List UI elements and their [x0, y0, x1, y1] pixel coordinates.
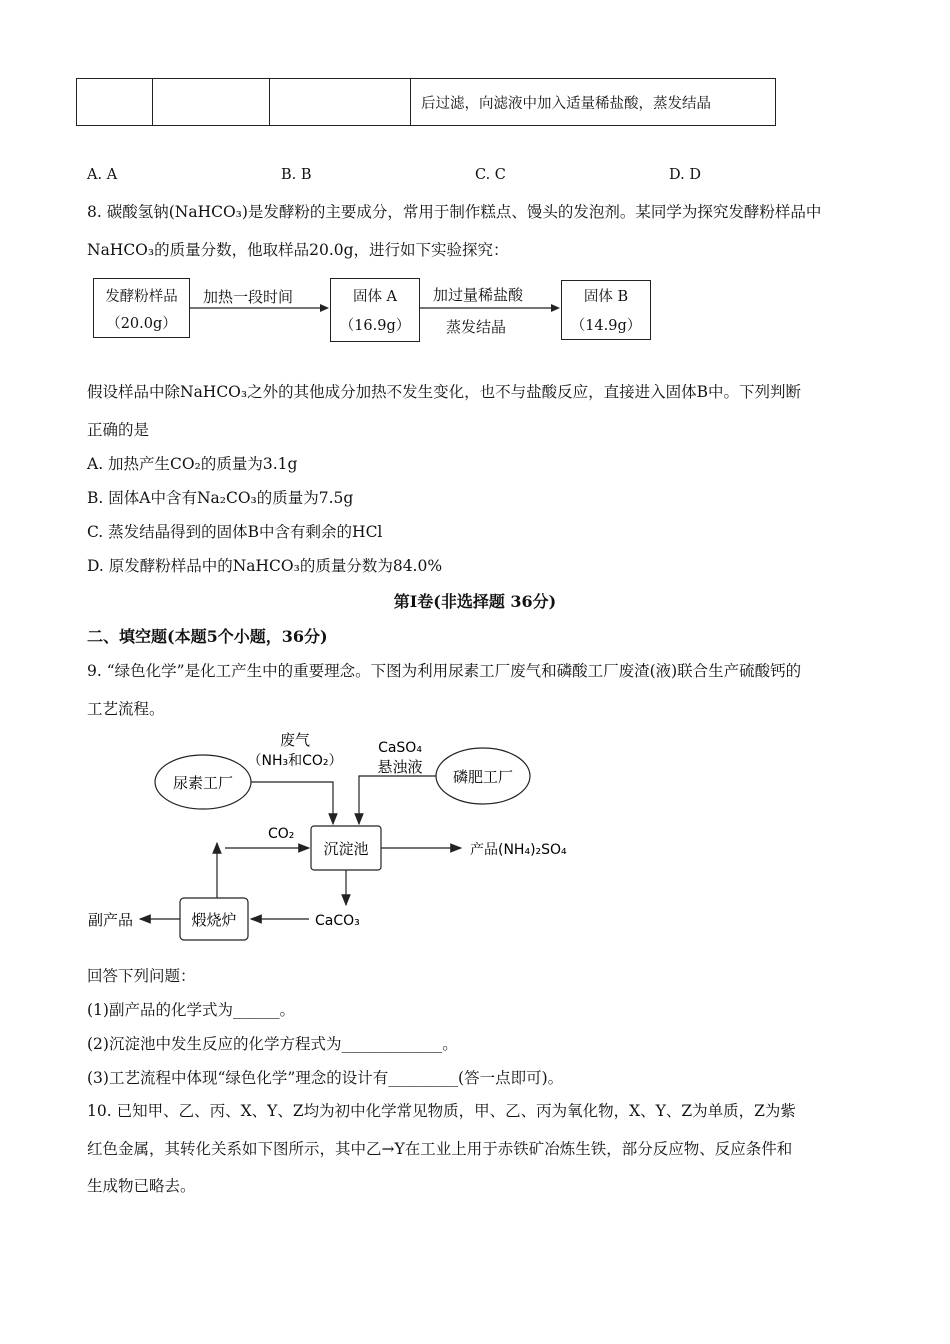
q10-stem-line2: 红色金属，其转化关系如下图所示，其中乙→Y在工业上用于赤铁矿冶炼生铁，部分反应物、反应条件和: [87, 1140, 793, 1158]
phosphate-plant-label: 磷肥工厂: [452, 768, 514, 786]
flow-arrow1: [190, 300, 330, 316]
answer-table: [76, 78, 776, 126]
flow-arrow2: [420, 300, 562, 316]
table-cell: 后过滤，向滤液中加入适量稀盐酸，蒸发结晶: [411, 79, 776, 126]
caco3-label: CaCO₃: [315, 913, 360, 929]
flow-box-solid-b-name: 固体 B: [583, 289, 629, 305]
q8-stem-line1: 8. 碳酸氢钠(NaHCO₃)是发酵粉的主要成分，常用于制作糕点、馒头的发泡剂。某同学为探究发酵粉样品中: [87, 203, 822, 221]
caso4-label: CaSO₄: [378, 740, 422, 756]
q10-stem-line3: 生成物已略去。: [87, 1177, 196, 1195]
q8-option-b[interactable]: B. 固体A中含有Na₂CO₃的质量为7.5g: [87, 489, 354, 507]
flow-box-sample-mass: （20.0g）: [106, 316, 177, 332]
table-cell: [77, 79, 153, 126]
q7-option-a[interactable]: A. A: [87, 167, 118, 183]
section-title: 第Ⅰ卷(非选择题 36分): [393, 592, 557, 611]
flow-box-solid-a-mass: （16.9g）: [339, 318, 411, 334]
furnace-label: 煅烧炉: [191, 911, 237, 929]
urea-plant-label: 尿素工厂: [172, 774, 234, 792]
q8-condition-line1: 假设样品中除NaHCO₃之外的其他成分加热不发生变化，也不与盐酸反应，直接进入固体B中。下列判断: [87, 383, 801, 401]
q9-stem-line2: 工艺流程。: [87, 700, 165, 718]
q7-option-b[interactable]: B. B: [281, 167, 312, 183]
q7-option-d[interactable]: D. D: [669, 167, 701, 183]
flow-arrow1-label: 加热一段时间: [203, 288, 294, 306]
flow-box-solid-b: [561, 280, 651, 340]
q8-option-d[interactable]: D. 原发酵粉样品中的NaHCO₃的质量分数为84.0%: [87, 557, 443, 575]
flow-box-solid-a-name: 固体 A: [352, 289, 398, 305]
arrow-urea-to-tank: [251, 782, 333, 824]
flow-arrow2-top-label: 加过量稀盐酸: [433, 286, 524, 304]
q10-stem-line1: 10. 已知甲、乙、丙、X、Y、Z均为初中化学常见物质，甲、乙、丙为氧化物，X、Y、Z为单质，Z为紫: [87, 1102, 796, 1120]
part2-title: 二、填空题(本题5个小题，36分): [87, 627, 328, 646]
q8-option-c[interactable]: C. 蒸发结晶得到的固体B中含有剩余的HCl: [87, 523, 383, 541]
flow-arrow2-bottom-label: 蒸发结晶: [446, 318, 507, 336]
table-row: [77, 79, 776, 126]
q9-process-diagram: [85, 725, 585, 950]
q8-condition-line2: 正确的是: [87, 421, 150, 439]
waste-gas-label: 废气: [279, 731, 311, 749]
q9-sub2: (2)沉淀池中发生反应的化学方程式为_____________。: [87, 1035, 458, 1053]
flow-box-solid-b-mass: （14.9g）: [570, 318, 642, 334]
tank-label: 沉淀池: [323, 840, 369, 858]
q8-option-a[interactable]: A. 加热产生CO₂的质量为3.1g: [87, 455, 298, 473]
byproduct-label: 副产品: [88, 911, 134, 929]
flow-box-sample: [93, 278, 190, 338]
table-cell: [153, 79, 270, 126]
q9-sub3: (3)工艺流程中体现“绿色化学”理念的设计有_________(答一点即可)。: [87, 1069, 564, 1087]
q9-stem-line1: 9. “绿色化学”是化工产生中的重要理念。下图为利用尿素工厂废气和磷酸工厂废渣(液)联合生产硫酸钙的: [87, 662, 802, 680]
q9-sub1: (1)副产品的化学式为______。: [87, 1001, 295, 1019]
arrow-phosphate-to-tank: [359, 776, 436, 824]
waste-gas-formula: （NH₃和CO₂）: [247, 753, 343, 769]
q9-prompt: 回答下列问题：: [87, 967, 196, 985]
q7-option-c[interactable]: C. C: [475, 167, 506, 183]
q8-stem-line2: NaHCO₃的质量分数，他取样品20.0g，进行如下实验探究：: [87, 241, 509, 259]
flow-box-solid-a: [330, 278, 420, 342]
suspension-label: 悬浊液: [377, 758, 423, 776]
co2-label: CO₂: [268, 826, 295, 842]
product-label: 产品(NH₄)₂SO₄: [470, 842, 567, 858]
flow-box-sample-name: 发酵粉样品: [105, 289, 178, 305]
table-cell: [270, 79, 411, 126]
